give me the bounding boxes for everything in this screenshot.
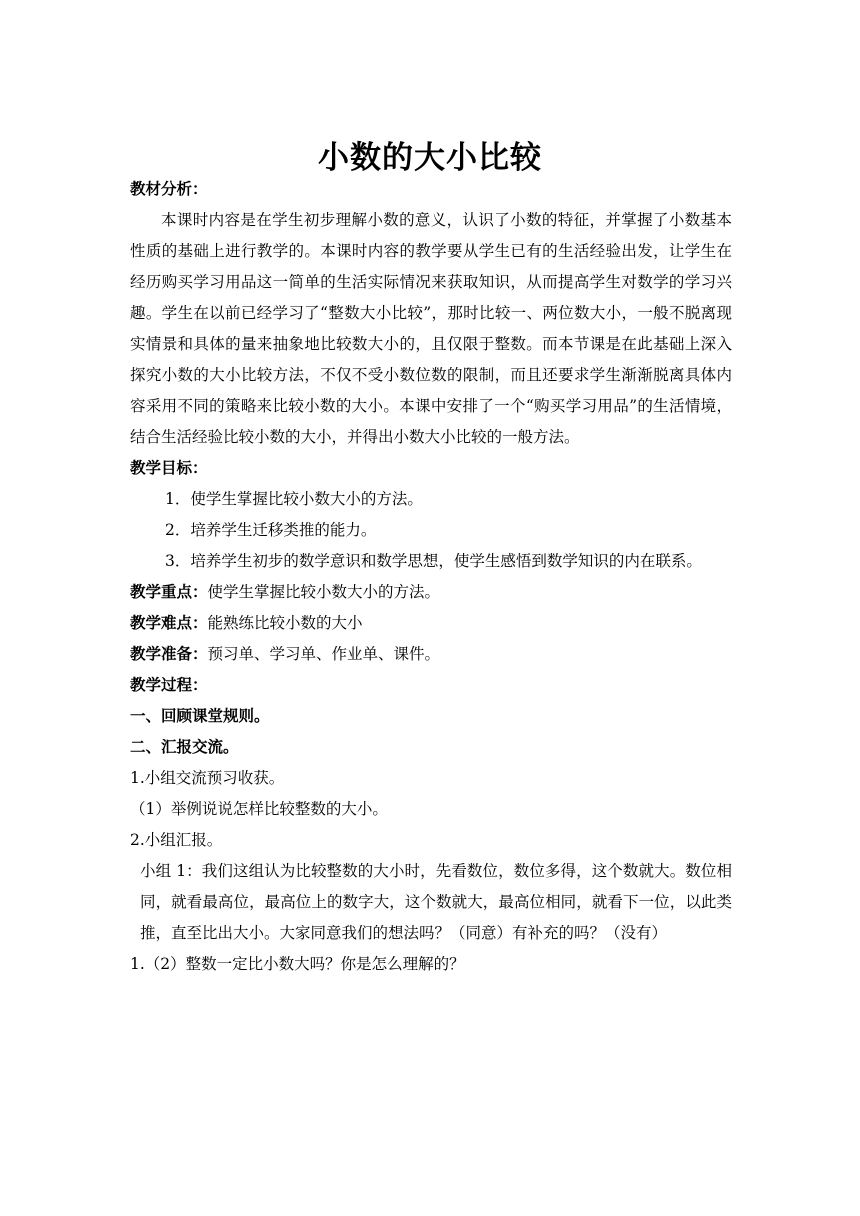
difficulty-line [130,608,732,639]
preparation-text: 预习单、学习单、作业单、课件。 [207,645,441,663]
key-point-label: 教学重点： [130,583,208,601]
analysis-heading: 教材分析： [130,180,208,198]
goal-item-2: 2．培养学生迁移类推的能力。 [165,521,377,539]
analysis-paragraph: 本课时内容是在学生初步理解小数的意义，认识了小数的特征，并掌握了小数基本性质的基础上进行教学的。本课时内容的教学要从学生已有的生活经验出发，让学生在经历购买学习用品这一简单的生活实际情况来获取知识，从而提高学生对数学的学习兴趣。学生在以前已经学习了“整数大小比较”，那时比较一、两位数大小，一般不脱离现实情景和具体的量来抽象地比较数大小的，且仅限于整数。而本节课是在此基础上深入探究小数的大小比较方法，不仅不受小数位数的限制，而且还要求学生渐渐脱离具体内容采用不同的策略来比较小数的大小。本课中安排了一个“购买学习用品”的生活情境，结合生活经验比较小数的大小，并得出小数大小比较的一般方法。 [130,211,732,446]
document-title: 小数的大小比较 [318,140,542,176]
section-2-heading: 二、汇报交流。 [130,738,239,756]
preparation-label: 教学准备： [130,645,208,663]
goals-heading: 教学目标： [130,459,208,477]
section-1-heading: 一、回顾课堂规则。 [130,707,270,725]
goal-item-1: 1．使学生掌握比较小数大小的方法。 [165,490,423,508]
process-heading: 教学过程： [130,676,208,694]
difficulty-label: 教学难点： [130,614,208,632]
process-line-4: 1.（2）整数一定比小数大吗？你是怎么理解的？ [130,955,465,973]
process-line-3: 2.小组汇报。 [130,831,223,849]
goal-item-3: 3．培养学生初步的数学意识和数学思想，使学生感悟到数学知识的内在联系。 [165,552,702,570]
preparation-line [130,639,732,670]
key-point-line [130,577,732,608]
key-point-text: 使学生掌握比较小数大小的方法。 [207,583,441,601]
document-body [130,174,732,980]
group-report-paragraph: 小组 1：我们这组认为比较整数的大小时，先看数位，数位多得，这个数就大。数位相同，就看最高位，最高位上的数字大，这个数就大，最高位相同，就看下一位，以此类推，直至比出大小。大家同意我们的想法吗？（同意）有补充的吗？（没有） [140,862,732,942]
difficulty-text: 能熟练比较小数的大小 [207,614,363,632]
process-line-2: （1）举例说说怎样比较整数的大小。 [130,800,388,818]
process-line-1: 1.小组交流预习收获。 [130,769,285,787]
